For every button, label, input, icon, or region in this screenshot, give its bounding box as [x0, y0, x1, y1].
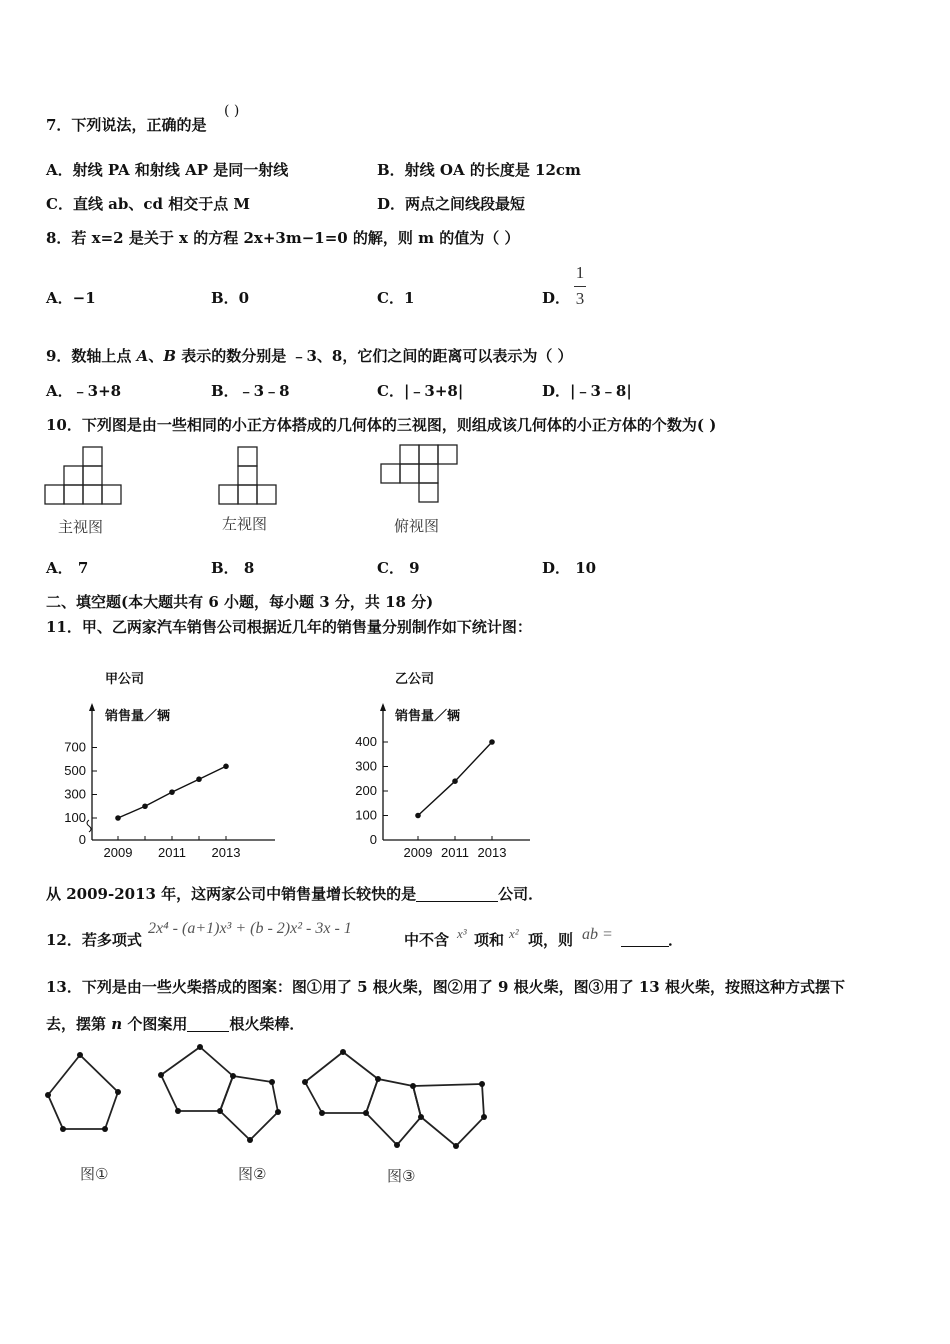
- x-tick-label: 2011: [158, 845, 186, 860]
- q9-option-b[interactable]: B．﹣3﹣8: [211, 382, 290, 400]
- q12-x3: x³: [457, 926, 467, 941]
- q12-text-3: 项，则: [528, 931, 574, 949]
- q9-option-a[interactable]: A．﹣3+8: [46, 382, 122, 400]
- x-tick-label: 2011: [441, 845, 469, 860]
- q11-answer-blank[interactable]: [416, 885, 498, 902]
- x-tick-label: 2009: [403, 845, 433, 860]
- y-tick-label: 100: [64, 810, 86, 825]
- chart-title: 甲公司: [105, 672, 145, 687]
- q11-question: 从 2009-2013 年，这两家公司中销售量增长较快的是 公司．: [46, 885, 544, 903]
- q12-answer-blank[interactable]: [621, 930, 669, 947]
- section-heading: 二、填空题(本大题共有 6 小题，每小题 3 分，共 18 分): [46, 593, 434, 611]
- chart-title: 乙公司: [395, 672, 435, 687]
- data-point: [415, 813, 421, 819]
- chart-yi: [350, 665, 590, 865]
- q13-fig1-label: 图①: [80, 1165, 109, 1183]
- y-tick-label: 500: [64, 763, 86, 778]
- q9-option-d[interactable]: D．|﹣3﹣8|: [542, 382, 632, 400]
- fig1-pentagon: [48, 1055, 118, 1129]
- data-point: [452, 778, 458, 784]
- q12-stem: 12．若多项式: [46, 931, 142, 949]
- data-point: [142, 803, 148, 809]
- q7-option-b[interactable]: B．射线 OA 的长度是 12cm: [377, 161, 581, 179]
- q13-fig3-label: 图③: [387, 1167, 416, 1185]
- q10-option-c[interactable]: C． 9: [377, 559, 420, 577]
- x-tick-label: 2013: [211, 845, 241, 860]
- q13-stem-line1: 13．下列是由一些火柴搭成的图案：图①用了 5 根火柴，图②用了 9 根火柴，图③用了 13 根火柴，按照这种方式摆下: [46, 978, 845, 996]
- y-tick-label: 300: [355, 758, 377, 774]
- y-tick-label: 300: [64, 786, 86, 802]
- q13-answer-blank[interactable]: [187, 1015, 229, 1032]
- q13-stem-line2: 去，摆第 n 个图案用 根火柴棒．: [46, 1015, 305, 1033]
- q7-option-d[interactable]: D．两点之间线段最短: [377, 195, 526, 213]
- x-tick-label: 2009: [103, 845, 133, 860]
- q7-option-c[interactable]: C．直线 ab、cd 相交于点 M: [46, 195, 251, 213]
- y-axis-arrow: [380, 703, 386, 711]
- q12-text-2: 项和: [474, 931, 505, 949]
- q8-option-d-numerator: 1: [575, 263, 585, 282]
- q7-stem: 7．下列说法，正确的是: [46, 116, 207, 134]
- q8-option-d[interactable]: D．: [542, 289, 571, 307]
- fig3-pentagon-left: [305, 1052, 378, 1113]
- q13-fig2-label: 图②: [238, 1165, 267, 1183]
- y-tick-label: 700: [64, 739, 86, 755]
- q13-matchstick-figures: [40, 1045, 500, 1155]
- y-axis-label: 销售量／辆: [395, 709, 461, 724]
- y-tick-label: 0: [369, 832, 377, 847]
- q10-stem: 10．下列图是由一些相同的小正方体搭成的几何体的三视图，则组成该几何体的小正方体的个数为( ): [46, 416, 717, 434]
- q9-stem: 9．数轴上点 A、B 表示的数分别是 ﹣3、8，它们之间的距离可以表示为（ ）: [46, 347, 573, 365]
- x-tick-label: 2013: [477, 845, 507, 860]
- q11-stem: 11．甲、乙两家汽车销售公司根据近几年的销售量分别制作如下统计图：: [46, 618, 532, 636]
- q10-option-b[interactable]: B． 8: [211, 559, 255, 577]
- fig2-pentagon-right: [220, 1076, 278, 1140]
- y-axis-label: 销售量／辆: [105, 709, 171, 724]
- q10-front-view: [44, 446, 124, 506]
- data-point: [489, 739, 495, 745]
- q10-top-view-label: 俯视图: [394, 517, 440, 535]
- q10-top-view: [380, 444, 462, 506]
- q8-option-d-denominator: 3: [575, 289, 585, 308]
- q10-side-view-label: 左视图: [222, 515, 268, 533]
- q12-end: ．: [668, 931, 684, 949]
- y-tick-label: 200: [355, 783, 377, 798]
- q8-fraction-bar: [574, 286, 586, 287]
- data-point: [169, 789, 175, 795]
- y-tick-label: 0: [78, 832, 86, 847]
- q10-option-a[interactable]: A． 7: [46, 559, 89, 577]
- q12-x2: x²: [509, 926, 519, 941]
- y-tick-label: 100: [355, 807, 377, 823]
- q12-polynomial: 2x⁴ - (a+1)x³ + (b - 2)x² - 3x - 1: [148, 920, 352, 937]
- q10-side-view: [218, 446, 278, 506]
- q8-stem: 8．若 x=2 是关于 x 的方程 2x+3m−1=0 的解，则 m 的值为（ ）: [46, 229, 520, 247]
- q10-option-d[interactable]: D． 10: [542, 559, 597, 577]
- fig3-pentagon-right: [413, 1084, 484, 1146]
- y-tick-label: 400: [355, 734, 377, 749]
- q7-answer-paren: ( ): [224, 103, 240, 119]
- data-point: [115, 815, 121, 821]
- chart-jia: [50, 665, 290, 865]
- q7-option-a[interactable]: A．射线 PA 和射线 AP 是同一射线: [46, 161, 289, 179]
- y-axis-arrow: [89, 703, 95, 711]
- data-point: [223, 764, 229, 770]
- q12-text-1: 中不含: [404, 931, 450, 949]
- q12-ab: ab =: [582, 926, 613, 943]
- q9-option-c[interactable]: C．|﹣3+8|: [377, 382, 464, 400]
- q8-option-a[interactable]: A．−1: [46, 289, 96, 307]
- y-axis-break: [87, 820, 91, 832]
- fig2-pentagon-left: [161, 1047, 233, 1111]
- q10-front-view-label: 主视图: [58, 518, 104, 536]
- data-point: [196, 776, 202, 782]
- q8-option-b[interactable]: B．0: [211, 289, 250, 307]
- q8-option-c[interactable]: C．1: [377, 289, 415, 307]
